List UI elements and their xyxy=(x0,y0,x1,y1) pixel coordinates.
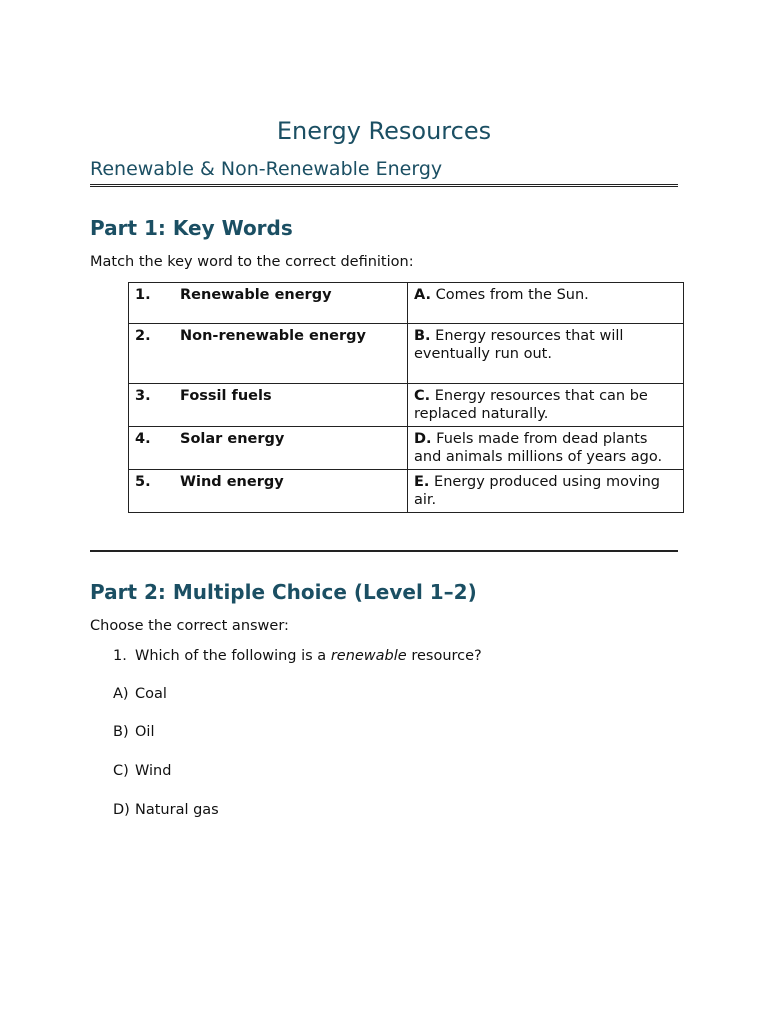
definition-cell xyxy=(408,324,684,384)
option-text: Oil xyxy=(135,724,155,740)
option-label: C) xyxy=(113,763,129,779)
term-text: Renewable energy xyxy=(180,287,332,303)
question-text-before: Which of the following is a xyxy=(135,648,331,664)
part1-instruction: Match the key word to the correct definition: xyxy=(90,254,414,270)
option-d xyxy=(113,800,219,820)
key-words-table xyxy=(128,282,684,513)
part2-instruction: Choose the correct answer: xyxy=(90,618,289,634)
option-text: Wind xyxy=(135,763,172,779)
term-text: Wind energy xyxy=(180,474,284,490)
definition-letter: B. xyxy=(414,328,431,344)
term-number: 1. xyxy=(135,287,151,303)
definition-text: Fuels made from dead plants and animals millions of years ago. xyxy=(414,431,663,465)
title-divider xyxy=(90,184,678,187)
table-row xyxy=(129,384,684,427)
question-1 xyxy=(113,646,482,666)
definition-letter: E. xyxy=(414,474,430,490)
question-emphasis: renewable xyxy=(330,648,407,664)
table-row xyxy=(129,324,684,384)
term-text: Fossil fuels xyxy=(180,388,272,404)
definition-text: Energy resources that will eventually run out. xyxy=(414,328,624,362)
question-number: 1. xyxy=(113,648,127,664)
definition-cell xyxy=(408,470,684,513)
term-cell xyxy=(129,324,408,384)
term-cell xyxy=(129,384,408,427)
term-number: 2. xyxy=(135,328,151,344)
question-text-after: resource? xyxy=(406,648,482,664)
term-cell xyxy=(129,427,408,470)
term-number: 5. xyxy=(135,474,151,490)
term-cell xyxy=(129,283,408,324)
definition-text: Comes from the Sun. xyxy=(435,287,589,303)
option-c xyxy=(113,761,171,781)
definition-text: Energy produced using moving air. xyxy=(414,474,660,508)
term-text: Solar energy xyxy=(180,431,285,447)
table-row xyxy=(129,470,684,513)
definition-cell xyxy=(408,283,684,324)
definition-cell xyxy=(408,384,684,427)
option-text: Natural gas xyxy=(135,802,219,818)
term-number: 3. xyxy=(135,388,151,404)
option-label: D) xyxy=(113,802,130,818)
option-text: Coal xyxy=(135,686,167,702)
definition-letter: D. xyxy=(414,431,432,447)
option-a xyxy=(113,684,167,704)
part1-heading: Part 1: Key Words xyxy=(90,216,293,240)
definition-text: Energy resources that can be replaced naturally. xyxy=(414,388,648,422)
definition-cell xyxy=(408,427,684,470)
option-label: B) xyxy=(113,724,129,740)
option-b xyxy=(113,722,154,742)
definition-letter: A. xyxy=(414,287,431,303)
page-subtitle: Renewable & Non-Renewable Energy xyxy=(90,158,443,180)
page-title: Energy Resources xyxy=(276,117,492,145)
term-cell xyxy=(129,470,408,513)
definition-letter: C. xyxy=(414,388,431,404)
section-divider xyxy=(90,550,678,552)
table-row xyxy=(129,427,684,470)
term-number: 4. xyxy=(135,431,151,447)
table-row xyxy=(129,283,684,324)
option-label: A) xyxy=(113,686,129,702)
term-text: Non-renewable energy xyxy=(180,328,366,344)
part2-heading: Part 2: Multiple Choice (Level 1–2) xyxy=(90,580,477,604)
